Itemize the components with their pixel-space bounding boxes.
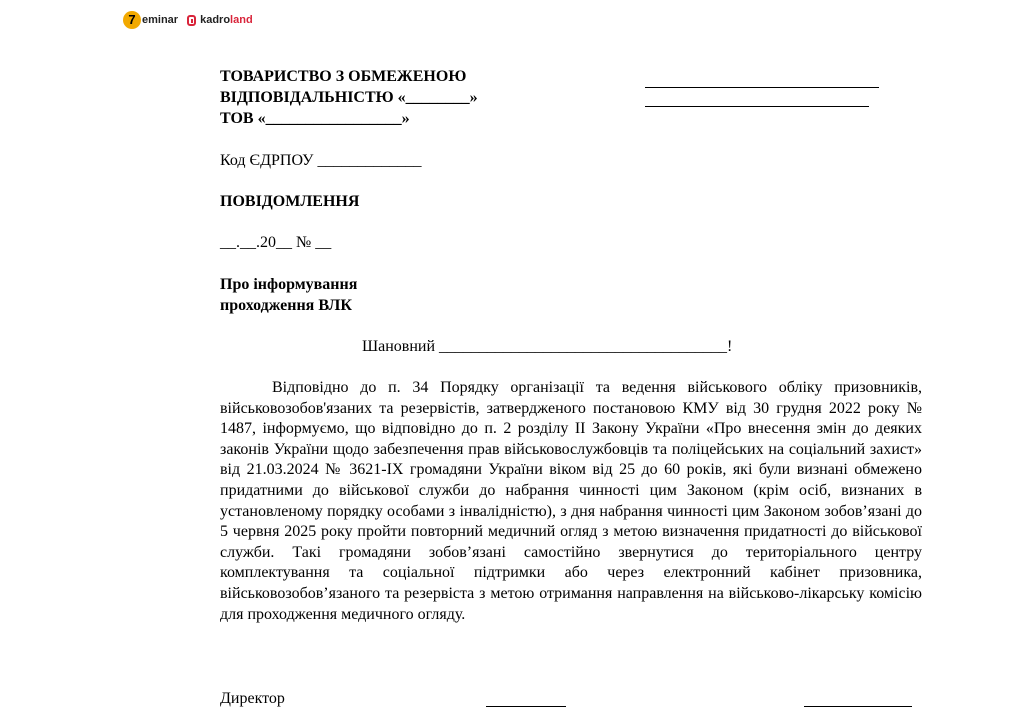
seminar-logo-mark: 7 [123, 11, 141, 29]
company-name-line1: ТОВАРИСТВО З ОБМЕЖЕНОЮ [220, 68, 467, 85]
subject-line1: Про інформування [220, 276, 358, 293]
seminar-logo-text: eminar [142, 14, 179, 26]
logos [123, 10, 253, 30]
company-short-name: ТОВ «_________________» [220, 110, 410, 127]
salutation: Шановний ____________________________________! [362, 338, 733, 355]
company-name-line2: ВІДПОВІДАЛЬНІСТЮ «________» [220, 89, 478, 106]
edrpou-code: Код ЄДРПОУ _____________ [220, 152, 422, 169]
signer-name-line [804, 706, 912, 707]
signature-line [486, 706, 566, 707]
date-and-number: __.__.20__ № __ [220, 234, 332, 251]
kadroland-logo-icon [187, 15, 196, 26]
document-title: ПОВІДОМЛЕННЯ [220, 193, 360, 210]
kadroland-logo-text: kadroland [200, 14, 253, 26]
body-paragraph: Відповідно до п. 34 Порядку організації та ведення військового обліку призовників, військовозобов'язаних та резервістів, затвердженого постановою КМУ від 30 грудня 2022 року № 1487, інформуємо, що відповідно до п. 2 розділу ІІ Закону України «Про внесення змін до деяких законів України щодо забезпечення прав військовослужбовців та поліцейських на соціальний захист» від 21.03.2024 № 3621-IX громадяни України віком від 25 до 60 років, які були визнані обмежено придатними до військової служби до набрання чинності цим Законом (крім осіб, визнаних в установленому порядку особами з інвалідністю), з дня набрання чинності цим Законом зобов’язані до 5 червня 2025 року пройти повторний медичний огляд з метою визначення придатності до військової служби. Такі громадяни зобов’язані самостійно звернутися до територіального центру комплектування та соціальної підтримки або через електронний кабінет призовника, військовозобов’язаного та резервіста з метою отримання направлення на військово-лікарську комісію для проходження медичного огляду. [220, 379, 922, 623]
signer-title: Директор [220, 690, 285, 707]
recipient-line-1 [645, 87, 879, 88]
subject-line2: проходження ВЛК [220, 297, 352, 314]
recipient-line-2 [645, 106, 869, 107]
